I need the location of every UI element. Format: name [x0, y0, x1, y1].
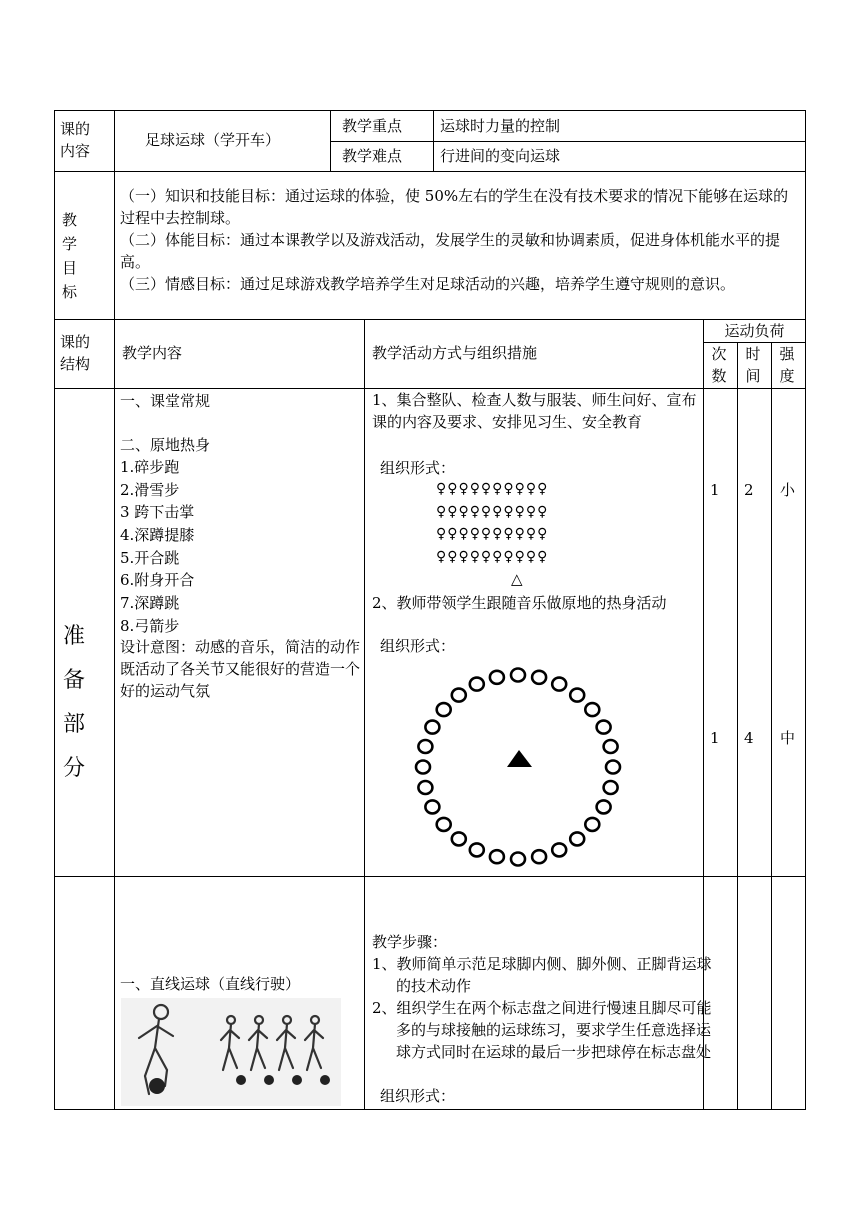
- teaching-steps-label: 教学步骤：: [372, 933, 448, 951]
- warmup-step: 5.开合跳: [120, 549, 180, 567]
- org-form-label-1: 组织形式：: [380, 459, 456, 477]
- formation-row: ♀♀♀♀♀♀♀♀♀♀: [436, 504, 549, 520]
- student-ring-mark: [532, 671, 546, 684]
- objective-fitness: （二）体能目标：通过本课教学以及游戏活动，发展学生的灵敏和协调素质，促进身体机能水平的提高。: [120, 231, 781, 271]
- student-ring-mark: [570, 832, 584, 845]
- formation-row: ♀♀♀♀♀♀♀♀♀♀: [436, 481, 549, 497]
- student-ring-mark: [437, 703, 451, 716]
- load-intensity-2: 中: [780, 729, 796, 747]
- objectives-label: 教学目标: [62, 211, 78, 301]
- activity-header: 教学活动方式与组织措施: [372, 344, 538, 362]
- formation-row: ♀♀♀♀♀♀♀♀♀♀: [436, 526, 549, 542]
- warmup-step: 1.碎步跑: [120, 458, 180, 476]
- teacher-mark: △: [511, 570, 523, 588]
- section-label-prep: 准备部分: [63, 624, 86, 781]
- student-ring-mark: [452, 832, 466, 845]
- warmup-step: 8.弓箭步: [120, 617, 180, 635]
- org-form-label-3: 组织形式：: [380, 1087, 456, 1105]
- prep-activity-2: 2、教师带领学生跟随音乐做原地的热身活动: [372, 594, 667, 612]
- student-ring-mark: [552, 678, 566, 691]
- warmup-step: 3 跨下击掌: [120, 503, 195, 521]
- student-ring-mark: [511, 669, 525, 682]
- load-times-2: 1: [710, 729, 720, 747]
- content-header: 教学内容: [122, 344, 183, 362]
- student-ring-mark: [470, 843, 484, 856]
- student-ring-mark: [552, 843, 566, 856]
- student-ring-mark: [604, 740, 618, 753]
- student-ring-mark: [416, 761, 430, 774]
- student-ring-mark: [490, 671, 504, 684]
- duration-header: 时间: [745, 345, 761, 385]
- student-ring-mark: [585, 818, 599, 831]
- student-ring-mark: [597, 800, 611, 813]
- student-ring-mark: [418, 740, 432, 753]
- student-ring-mark: [418, 781, 432, 794]
- student-ring-mark: [585, 703, 599, 716]
- prep-activity-1: 1、集合整队、检查人数与服装、师生问好、宣布课的内容及要求、安排见习生、安全教育: [372, 391, 697, 431]
- basic-dribble-title: 一、直线运球（直线行驶）: [120, 975, 301, 993]
- teaching-step-1: 1、教师简单示范足球脚内侧、脚外侧、正脚背运球的技术动作: [372, 955, 712, 995]
- times-header: 次数: [711, 345, 727, 385]
- design-intent: 设计意图：动感的音乐，简洁的动作既活动了各关节又能很好的营造一个好的运动气氛: [120, 638, 361, 700]
- difficulty-label: 教学难点: [342, 147, 403, 165]
- student-ring-mark: [490, 850, 504, 863]
- key-point-value: 运球时力量的控制: [440, 117, 561, 135]
- warmup-step: 2.滑雪步: [120, 481, 180, 499]
- objective-emotion: （三）情感目标：通过足球游戏教学培养学生对足球活动的兴趣，培养学生遵守规则的意识。: [120, 275, 736, 293]
- student-ring-mark: [532, 850, 546, 863]
- structure-header: 课的结构: [60, 333, 91, 373]
- warmup-step: 7.深蹲跳: [120, 594, 180, 612]
- teaching-step-2: 2、组织学生在两个标志盘之间进行慢速且脚尽可能多的与球接触的运球练习，要求学生任意选择运球方式同时在运球的最后一步把球停在标志盘处: [372, 999, 712, 1061]
- student-ring-mark: [604, 781, 618, 794]
- warmup-step: 4.深蹲提膝: [120, 526, 195, 544]
- difficulty-value: 行进间的变向运球: [440, 147, 561, 165]
- student-ring-mark: [470, 678, 484, 691]
- student-ring-mark: [597, 721, 611, 734]
- student-ring-mark: [511, 853, 525, 866]
- student-ring-mark: [452, 689, 466, 702]
- load-times-1: 1: [710, 481, 720, 499]
- prep-routine: 一、课堂常规: [120, 392, 211, 410]
- load-intensity-1: 小: [780, 481, 796, 499]
- course-value: 足球运球（学开车）: [145, 131, 281, 149]
- teacher-triangle-icon: [507, 750, 532, 767]
- student-ring-mark: [570, 689, 584, 702]
- org-form-label-2: 组织形式：: [380, 637, 456, 655]
- key-point-label: 教学重点: [342, 117, 403, 135]
- prep-warmup: 二、原地热身: [120, 436, 211, 454]
- student-ring-mark: [425, 800, 439, 813]
- student-ring-mark: [425, 721, 439, 734]
- load-duration-2: 4: [744, 729, 754, 747]
- objective-knowledge: （一）知识和技能目标：通过运球的体验，使 50%左右的学生在没有技术要求的情况下能够在运球的过程中去控制球。: [120, 187, 789, 227]
- warmup-step: 6.附身开合: [120, 571, 195, 589]
- dribbling-illustration: [121, 998, 341, 1106]
- intensity-header: 强度: [779, 345, 795, 385]
- load-header: 运动负荷: [724, 322, 785, 340]
- load-duration-1: 2: [744, 481, 754, 499]
- formation-row: ♀♀♀♀♀♀♀♀♀♀: [436, 549, 549, 565]
- student-ring-mark: [606, 761, 620, 774]
- course-label: 课的内容: [60, 120, 91, 160]
- student-ring-mark: [437, 818, 451, 831]
